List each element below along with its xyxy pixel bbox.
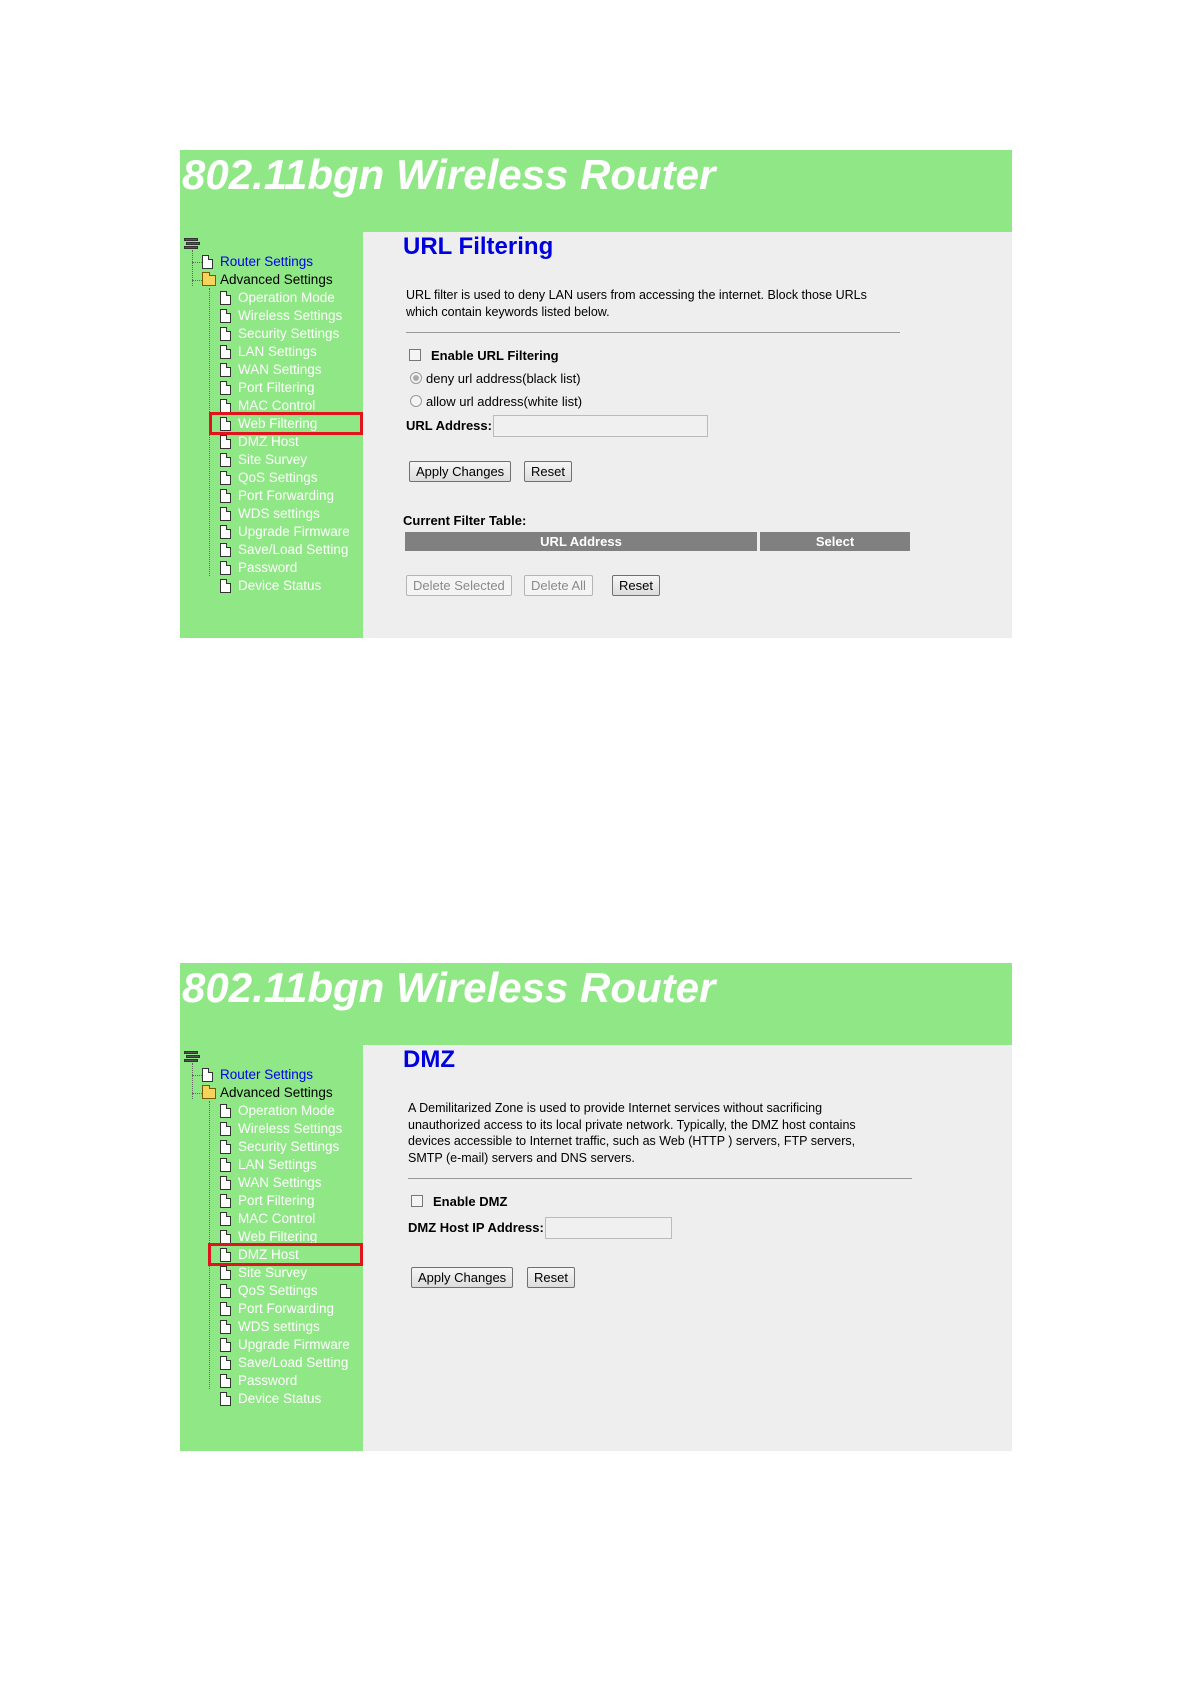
page-icon: [220, 1230, 231, 1244]
header-banner: [180, 963, 1012, 1045]
col-url-address-header: URL Address: [405, 532, 757, 551]
url-address-input[interactable]: [493, 415, 708, 437]
page-icon: [220, 1140, 231, 1154]
page-icon: [202, 1068, 213, 1082]
page-icon: [220, 1356, 231, 1370]
page-icon: [220, 345, 231, 359]
page-description: A Demilitarized Zone is used to provide Internet services without sacrificing unauthorized access to its local private network. Typically, the DMZ host contains devices accessible to Internet traffic, such as Web (HTTP ) servers, FTP servers, SMTP (e-mail) servers and DNS servers.: [408, 1101, 856, 1165]
enable-url-filtering-label: Enable URL Filtering: [431, 348, 559, 363]
page-icon: [220, 579, 231, 593]
apply-changes-button[interactable]: Apply Changes: [411, 1267, 513, 1288]
nav-tree: Router Settings Advanced Settings Operation Mode Wireless Settings Security Settings LAN Settings WAN Settings Port Filtering MAC Control Web Filtering DMZ Host Site Survey QoS Settings Port Forwarding WDS settings Upgrade Firmware Save/Load Setting Password Device Status: [180, 1045, 363, 1451]
page-icon: [220, 327, 231, 341]
page-icon: [220, 435, 231, 449]
page-icon: [220, 1176, 231, 1190]
divider: [406, 332, 900, 333]
page-icon: [220, 291, 231, 305]
page-title: URL Filtering: [403, 233, 554, 260]
page-icon: [220, 525, 231, 539]
highlight-box: [209, 412, 363, 435]
page-icon: [220, 1104, 231, 1118]
folder-open-icon: [202, 1088, 216, 1099]
page-title: DMZ: [403, 1046, 455, 1073]
enable-dmz-label: Enable DMZ: [433, 1194, 508, 1209]
page-icon: [220, 543, 231, 557]
page-icon: [220, 489, 231, 503]
delete-all-button[interactable]: Delete All: [524, 575, 593, 596]
header-banner: [180, 150, 1012, 232]
divider: [408, 1178, 912, 1179]
page-icon: [220, 1266, 231, 1280]
reset-button[interactable]: Reset: [524, 461, 572, 482]
page-icon: [220, 381, 231, 395]
network-root-icon: [184, 238, 200, 250]
current-filter-table-title: Current Filter Table:: [403, 513, 527, 528]
page-icon: [220, 453, 231, 467]
page-icon: [220, 363, 231, 377]
page-icon: [220, 1158, 231, 1172]
page-icon: [220, 1374, 231, 1388]
page-icon: [220, 1122, 231, 1136]
brand-title: 802.11bgn Wireless Router: [182, 151, 716, 198]
allow-list-label: allow url address(white list): [426, 394, 583, 409]
dmz-screenshot: [180, 963, 1012, 1451]
url-address-label: URL Address:: [406, 418, 492, 433]
deny-list-radio[interactable]: [410, 372, 422, 384]
page-icon: [220, 1320, 231, 1334]
col-select-header: Select: [760, 532, 910, 551]
dmz-host-ip-input[interactable]: [545, 1217, 672, 1239]
dmz-host-ip-label: DMZ Host IP Address:: [408, 1220, 544, 1235]
page-icon: [220, 1284, 231, 1298]
page-icon: [220, 1194, 231, 1208]
page-icon: [220, 309, 231, 323]
page-icon: [220, 1212, 231, 1226]
table-reset-button[interactable]: Reset: [612, 575, 660, 596]
highlight-box: [208, 1243, 363, 1266]
page-icon: [220, 399, 231, 413]
page-icon: [220, 561, 231, 575]
brand-title: 802.11bgn Wireless Router: [182, 964, 716, 1011]
page-icon: [220, 507, 231, 521]
apply-changes-button[interactable]: Apply Changes: [409, 461, 511, 482]
enable-url-filtering-checkbox[interactable]: [409, 349, 421, 361]
page-description: URL filter is used to deny LAN users from accessing the internet. Block those URLs which contain keywords listed below.: [406, 288, 867, 319]
network-root-icon: [184, 1051, 200, 1063]
page-icon: [220, 1392, 231, 1406]
url-filtering-screenshot: [180, 150, 1012, 638]
reset-button[interactable]: Reset: [527, 1267, 575, 1288]
main-content: [363, 232, 1012, 638]
delete-selected-button[interactable]: Delete Selected: [406, 575, 512, 596]
allow-list-radio[interactable]: [410, 395, 422, 407]
folder-open-icon: [202, 275, 216, 286]
page-icon: [202, 255, 213, 269]
page-icon: [220, 1302, 231, 1316]
page-icon: [220, 1338, 231, 1352]
main-content: [363, 1045, 1012, 1451]
nav-tree: Router Settings Advanced Settings Operation Mode Wireless Settings Security Settings LAN Settings WAN Settings Port Filtering MAC Control Web Filtering DMZ Host Site Survey QoS Settings Port Forwarding WDS settings Upgrade Firmware Save/Load Setting Password Device Status: [180, 232, 363, 638]
enable-dmz-checkbox[interactable]: [411, 1195, 423, 1207]
deny-list-label: deny url address(black list): [426, 371, 581, 386]
page-icon: [220, 471, 231, 485]
